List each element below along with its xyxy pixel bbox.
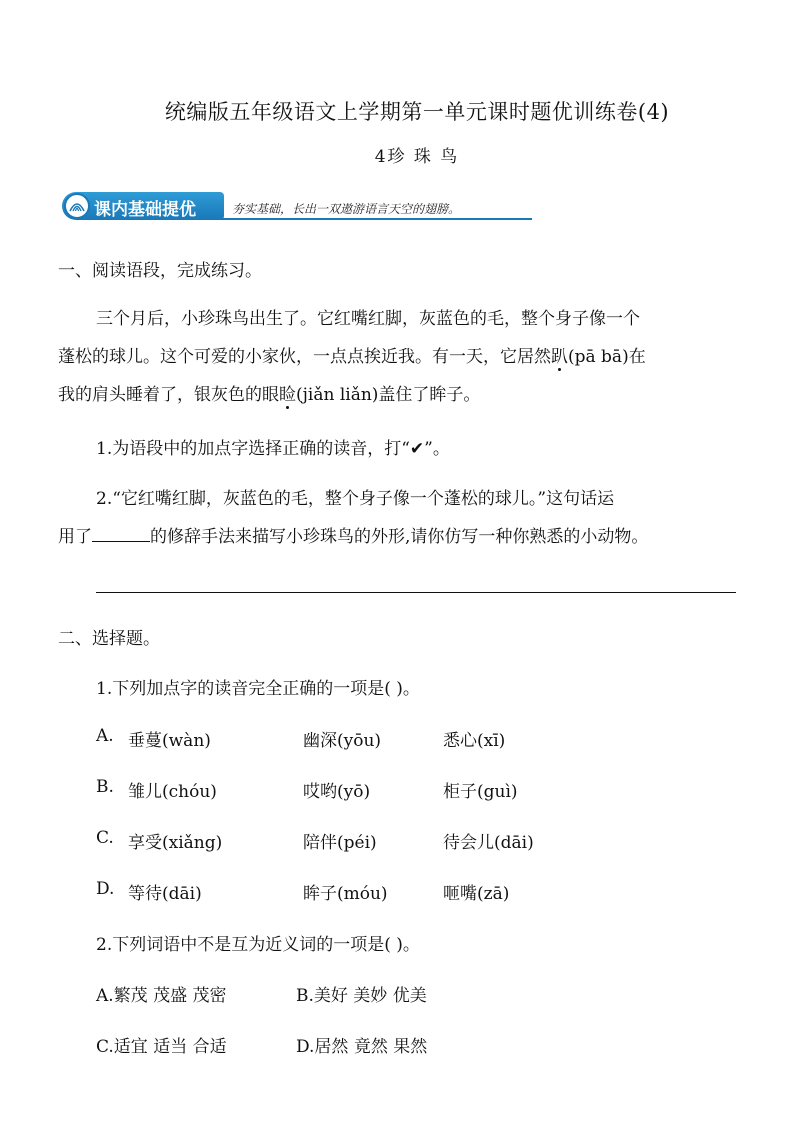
option-word: 眸子(móu)	[303, 884, 388, 904]
question-2-2: 2.下列词语中不是互为近义词的一项是( )。	[96, 935, 420, 955]
option-word: 哎哟(yō)	[303, 782, 371, 802]
section2-heading: 二、选择题。	[58, 629, 160, 649]
passage-line-1: 三个月后，小珍珠鸟出生了。它红嘴红脚，灰蓝色的毛，整个身子像一个	[96, 309, 640, 329]
section1-heading: 一、阅读语段，完成练习。	[58, 261, 262, 281]
option-word: 陪伴(péi)	[303, 833, 377, 853]
shell-logo-icon	[64, 193, 90, 219]
option-word: 待会儿(dāi)	[443, 833, 534, 853]
option-word: 垂蔓(wàn)	[128, 731, 211, 751]
option-letter: A.	[96, 726, 114, 746]
page-title: 统编版五年级语文上学期第一单元课时题优训练卷(4)	[164, 100, 670, 124]
passage-text: 蓬松的球儿。这个可爱的小家伙，一点点挨近我。有一天，它居然	[58, 347, 551, 367]
question-1-2-line2	[58, 522, 648, 547]
option-word: 幽深(yōu)	[303, 731, 382, 751]
question-2-1: 1.下列加点字的读音完全正确的一项是( )。	[96, 679, 420, 699]
pinyin-choice: (jiǎn liǎn)盖住了眸子。	[296, 385, 481, 405]
option-word: 柜子(guì)	[443, 782, 518, 802]
question-1-1: 1.为语段中的加点字选择正确的读音，打“✔”。	[96, 439, 450, 459]
passage-line-2	[58, 342, 646, 367]
pinyin-choice: (pā bā)在	[568, 347, 646, 367]
q2-option-d[interactable]: D.居然 竟然 果然	[296, 1037, 428, 1057]
option-word: 享受(xiǎng)	[128, 833, 223, 853]
fill-blank[interactable]	[92, 527, 150, 542]
q2-option-c[interactable]: C.适宜 适当 合适	[96, 1037, 227, 1057]
option-word: 等待(dāi)	[128, 884, 202, 904]
option-letter: B.	[96, 777, 114, 797]
answer-line[interactable]	[96, 592, 736, 593]
passage-text: 我的肩头睡着了，银灰色的眼	[58, 385, 279, 405]
banner-motto: 夯实基础，长出一双遨游语言天空的翅膀。	[232, 202, 461, 216]
dotted-char: 睑	[279, 385, 296, 405]
dotted-char: 趴	[551, 347, 568, 367]
q2-option-a[interactable]: A.繁茂 茂盛 茂密	[96, 986, 227, 1006]
section-banner	[62, 192, 472, 224]
q2-option-b[interactable]: B.美好 美妙 优美	[296, 986, 427, 1006]
option-letter: D.	[96, 879, 115, 899]
option-word: 咂嘴(zā)	[443, 884, 510, 904]
passage-line-3	[58, 380, 480, 405]
banner-label: 课内基础提优	[94, 200, 196, 220]
option-word: 雏儿(chóu)	[128, 782, 217, 802]
option-word: 悉心(xī)	[443, 731, 506, 751]
question-text: 用了	[58, 527, 92, 547]
option-letter: C.	[96, 828, 114, 848]
question-1-2-line1: 2.“它红嘴红脚，灰蓝色的毛，整个身子像一个蓬松的球儿。”这句话运	[96, 489, 615, 509]
lesson-subtitle: 4珍 珠 鸟	[374, 147, 460, 167]
question-text: 的修辞手法来描写小珍珠鸟的外形,请你仿写一种你熟悉的小动物。	[150, 527, 649, 547]
banner-underline	[212, 218, 532, 220]
